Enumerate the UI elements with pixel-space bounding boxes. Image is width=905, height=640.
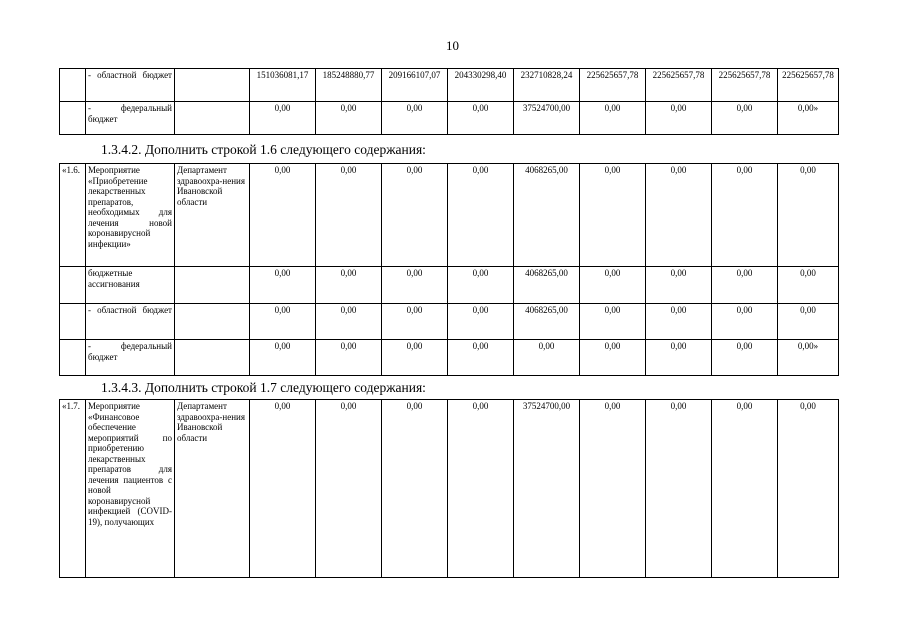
row-value-cell: 0,00 xyxy=(250,304,316,340)
row-value-cell: 0,00 xyxy=(778,304,839,340)
row-value-cell: 0,00 xyxy=(712,304,778,340)
row-value-cell: 0,00 xyxy=(382,164,448,267)
row-value-cell: 0,00 xyxy=(646,400,712,578)
table-row xyxy=(60,102,839,135)
row-value-cell: 0,00» xyxy=(778,340,839,376)
row-value-cell: 0,00 xyxy=(646,267,712,304)
row-value-cell: 0,00 xyxy=(250,400,316,578)
row-name-cell: Мероприятие «Финансовое обеспечение мероприятий по приобретению лекарственных препаратов для лечения пациентов с новой коронавирусной инфекцией (COVID-19), получающих xyxy=(86,400,175,578)
budget-table-row-1-6 xyxy=(59,163,839,376)
row-value-cell: 0,00 xyxy=(646,340,712,376)
row-value-cell: 0,00 xyxy=(646,164,712,267)
row-executor-cell xyxy=(175,102,250,135)
row-value-cell: 0,00 xyxy=(712,400,778,578)
row-value-cell: 0,00 xyxy=(382,340,448,376)
row-value-cell: 225625657,78 xyxy=(778,69,839,102)
row-value-cell: 0,00 xyxy=(316,267,382,304)
row-value-cell: 37524700,00 xyxy=(514,400,580,578)
row-value-cell: 209166107,07 xyxy=(382,69,448,102)
row-value-cell: 151036081,17 xyxy=(250,69,316,102)
row-number-cell xyxy=(60,267,86,304)
row-value-cell: 0,00 xyxy=(448,164,514,267)
row-executor-cell: Департамент здравоохра-нения Ивановской области xyxy=(175,164,250,267)
section-heading-1-6: 1.3.4.2. Дополнить строкой 1.6 следующего содержания: xyxy=(101,142,426,157)
row-executor-cell xyxy=(175,304,250,340)
row-value-cell: 225625657,78 xyxy=(646,69,712,102)
row-value-cell: 225625657,78 xyxy=(580,69,646,102)
row-value-cell: 0,00» xyxy=(778,102,839,135)
row-value-cell: 0,00 xyxy=(514,340,580,376)
row-executor-cell xyxy=(175,267,250,304)
row-executor-cell: Департамент здравоохра-нения Ивановской области xyxy=(175,400,250,578)
table-row xyxy=(60,340,839,376)
row-name-cell: - областной бюджет xyxy=(86,304,175,340)
table-row xyxy=(60,304,839,340)
row-value-cell: 0,00 xyxy=(712,340,778,376)
row-value-cell: 37524700,00 xyxy=(514,102,580,135)
row-value-cell: 0,00 xyxy=(646,304,712,340)
row-number-cell xyxy=(60,340,86,376)
row-executor-cell xyxy=(175,69,250,102)
row-value-cell: 0,00 xyxy=(250,267,316,304)
row-value-cell: 0,00 xyxy=(448,102,514,135)
row-value-cell: 4068265,00 xyxy=(514,304,580,340)
row-value-cell: 0,00 xyxy=(778,267,839,304)
row-value-cell: 0,00 xyxy=(712,267,778,304)
table-row xyxy=(60,267,839,304)
row-value-cell: 0,00 xyxy=(580,102,646,135)
row-value-cell: 0,00 xyxy=(646,102,712,135)
section-heading-1-7: 1.3.4.3. Дополнить строкой 1.7 следующего содержания: xyxy=(101,380,426,395)
row-value-cell: 0,00 xyxy=(580,304,646,340)
row-value-cell: 0,00 xyxy=(382,400,448,578)
table-row xyxy=(60,164,839,267)
row-value-cell: 4068265,00 xyxy=(514,267,580,304)
row-value-cell: 0,00 xyxy=(316,340,382,376)
row-number-cell xyxy=(60,304,86,340)
table-row xyxy=(60,69,839,102)
row-value-cell: 0,00 xyxy=(316,102,382,135)
row-value-cell: 0,00 xyxy=(382,102,448,135)
row-value-cell: 0,00 xyxy=(316,304,382,340)
row-name-cell: бюджетные ассигнования xyxy=(86,267,175,304)
row-value-cell: 0,00 xyxy=(250,102,316,135)
row-number-cell: «1.6. xyxy=(60,164,86,267)
row-value-cell: 0,00 xyxy=(778,400,839,578)
row-value-cell: 0,00 xyxy=(712,102,778,135)
row-value-cell: 0,00 xyxy=(250,340,316,376)
row-name-cell: Мероприятие «Приобретение лекарственных препаратов, необходимых для лечения новой коронавирусной инфекции» xyxy=(86,164,175,267)
budget-table-row-1-7 xyxy=(59,399,839,578)
row-value-cell: 0,00 xyxy=(712,164,778,267)
budget-table-top xyxy=(59,68,839,135)
row-value-cell: 0,00 xyxy=(382,267,448,304)
row-name-cell: - областной бюджет xyxy=(86,69,175,102)
row-value-cell: 0,00 xyxy=(250,164,316,267)
row-value-cell: 4068265,00 xyxy=(514,164,580,267)
row-value-cell: 0,00 xyxy=(580,400,646,578)
row-value-cell: 0,00 xyxy=(580,164,646,267)
row-value-cell: 0,00 xyxy=(448,267,514,304)
row-value-cell: 0,00 xyxy=(778,164,839,267)
row-value-cell: 225625657,78 xyxy=(712,69,778,102)
row-value-cell: 0,00 xyxy=(580,340,646,376)
row-value-cell: 232710828,24 xyxy=(514,69,580,102)
row-value-cell: 0,00 xyxy=(448,304,514,340)
row-value-cell: 0,00 xyxy=(580,267,646,304)
table-row xyxy=(60,400,839,578)
page-number: 10 xyxy=(446,38,459,53)
row-value-cell: 0,00 xyxy=(448,400,514,578)
row-number-cell: «1.7. xyxy=(60,400,86,578)
row-value-cell: 0,00 xyxy=(316,400,382,578)
row-value-cell: 204330298,40 xyxy=(448,69,514,102)
row-name-cell: - федеральный бюджет xyxy=(86,340,175,376)
row-value-cell: 0,00 xyxy=(448,340,514,376)
row-name-cell: - федеральный бюджет xyxy=(86,102,175,135)
row-value-cell: 0,00 xyxy=(382,304,448,340)
row-value-cell: 0,00 xyxy=(316,164,382,267)
row-value-cell: 185248880,77 xyxy=(316,69,382,102)
row-executor-cell xyxy=(175,340,250,376)
row-number-cell xyxy=(60,102,86,135)
row-number-cell xyxy=(60,69,86,102)
